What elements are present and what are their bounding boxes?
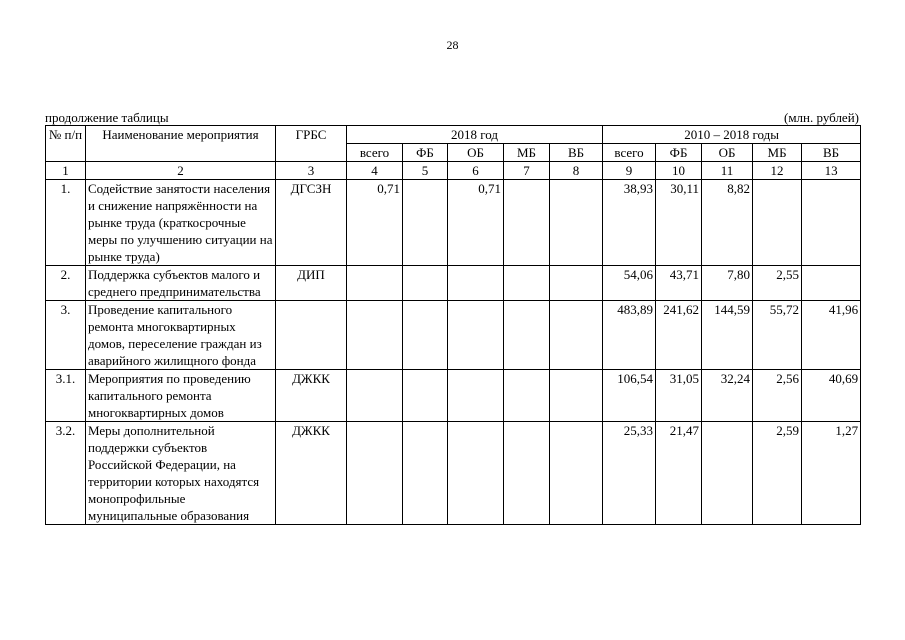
header-group-2018: 2018 год [347,126,603,144]
table-row [46,301,861,370]
units-caption: (млн. рублей) [784,110,859,125]
row-value [347,370,403,422]
row-value: 2,59 [753,422,802,525]
row-value: 21,47 [656,422,702,525]
row-value: 43,71 [656,266,702,301]
column-number-cell: 5 [403,162,448,180]
row-value [550,266,603,301]
column-number-cell: 13 [802,162,861,180]
row-value [403,422,448,525]
row-value [504,422,550,525]
row-value [448,422,504,525]
row-number: 1. [46,180,86,266]
row-value: 38,93 [603,180,656,266]
header-row-1 [46,126,861,144]
row-value [504,370,550,422]
row-value [550,370,603,422]
row-value [448,301,504,370]
row-value [403,370,448,422]
header-num: № п/п [46,126,86,162]
row-value [504,266,550,301]
row-value [802,180,861,266]
row-value [347,301,403,370]
row-grbs: ДГСЗН [276,180,347,266]
column-number-cell: 2 [86,162,276,180]
row-value [403,266,448,301]
row-value [753,180,802,266]
row-value: 483,89 [603,301,656,370]
row-value: 2,56 [753,370,802,422]
row-number: 3. [46,301,86,370]
row-number: 3.2. [46,422,86,525]
row-name: Мероприятия по проведению капитального ремонта многоквартирных домов [86,370,276,422]
row-value [550,422,603,525]
row-value [347,422,403,525]
header-sub-cell: ФБ [403,144,448,162]
row-value [550,301,603,370]
table-continuation-caption: продолжение таблицы [45,110,169,125]
column-number-cell: 1 [46,162,86,180]
row-value: 31,05 [656,370,702,422]
row-value: 30,11 [656,180,702,266]
row-value: 0,71 [448,180,504,266]
row-value [802,266,861,301]
row-value [448,370,504,422]
column-number-cell: 6 [448,162,504,180]
header-sub-cell: МБ [753,144,802,162]
header-group-2010-2018: 2010 – 2018 годы [603,126,861,144]
table-row [46,180,861,266]
column-number-cell: 12 [753,162,802,180]
row-value: 25,33 [603,422,656,525]
row-grbs: ДИП [276,266,347,301]
header-sub-cell: всего [347,144,403,162]
header-sub-cell: ВБ [550,144,603,162]
row-value: 106,54 [603,370,656,422]
page-number: 28 [446,38,459,52]
row-value [403,301,448,370]
row-value: 55,72 [753,301,802,370]
row-value: 241,62 [656,301,702,370]
row-name: Содействие занятости населения и снижение напряжённости на рынке труда (краткосрочные меры по улучшению ситуации на рынке труда) [86,180,276,266]
row-value: 32,24 [702,370,753,422]
row-grbs: ДЖКК [276,422,347,525]
header-sub-cell: ОБ [702,144,753,162]
row-value: 40,69 [802,370,861,422]
row-grbs: ДЖКК [276,370,347,422]
column-number-cell: 3 [276,162,347,180]
column-numbers-row [46,162,861,180]
header-grbs: ГРБС [276,126,347,162]
column-number-cell: 7 [504,162,550,180]
row-value [702,422,753,525]
row-value [504,180,550,266]
row-value: 0,71 [347,180,403,266]
row-value: 1,27 [802,422,861,525]
table-row [46,370,861,422]
row-value [550,180,603,266]
row-value [504,301,550,370]
header-sub-cell: ВБ [802,144,861,162]
row-value: 7,80 [702,266,753,301]
column-number-cell: 10 [656,162,702,180]
column-number-cell: 8 [550,162,603,180]
row-name: Меры дополнительной поддержки субъектов Российской Федерации, на территории которых находятся монопрофильные муниципальные образования [86,422,276,525]
row-value: 2,55 [753,266,802,301]
table-row [46,266,861,301]
row-number: 3.1. [46,370,86,422]
header-sub-cell: ОБ [448,144,504,162]
row-name: Проведение капитального ремонта многоквартирных домов, переселение граждан из аварийного жилищного фонда [86,301,276,370]
row-name: Поддержка субъектов малого и среднего предпринимательства [86,266,276,301]
header-name: Наименование мероприятия [86,126,276,162]
row-value: 144,59 [702,301,753,370]
header-sub-cell: МБ [504,144,550,162]
row-number: 2. [46,266,86,301]
table-row [46,422,861,525]
header-sub-cell: ФБ [656,144,702,162]
column-number-cell: 11 [702,162,753,180]
header-sub-cell: всего [603,144,656,162]
row-value: 41,96 [802,301,861,370]
row-value: 54,06 [603,266,656,301]
budget-table [45,125,861,525]
row-value [347,266,403,301]
column-number-cell: 4 [347,162,403,180]
row-value: 8,82 [702,180,753,266]
row-grbs [276,301,347,370]
row-value [448,266,504,301]
column-number-cell: 9 [603,162,656,180]
row-value [403,180,448,266]
